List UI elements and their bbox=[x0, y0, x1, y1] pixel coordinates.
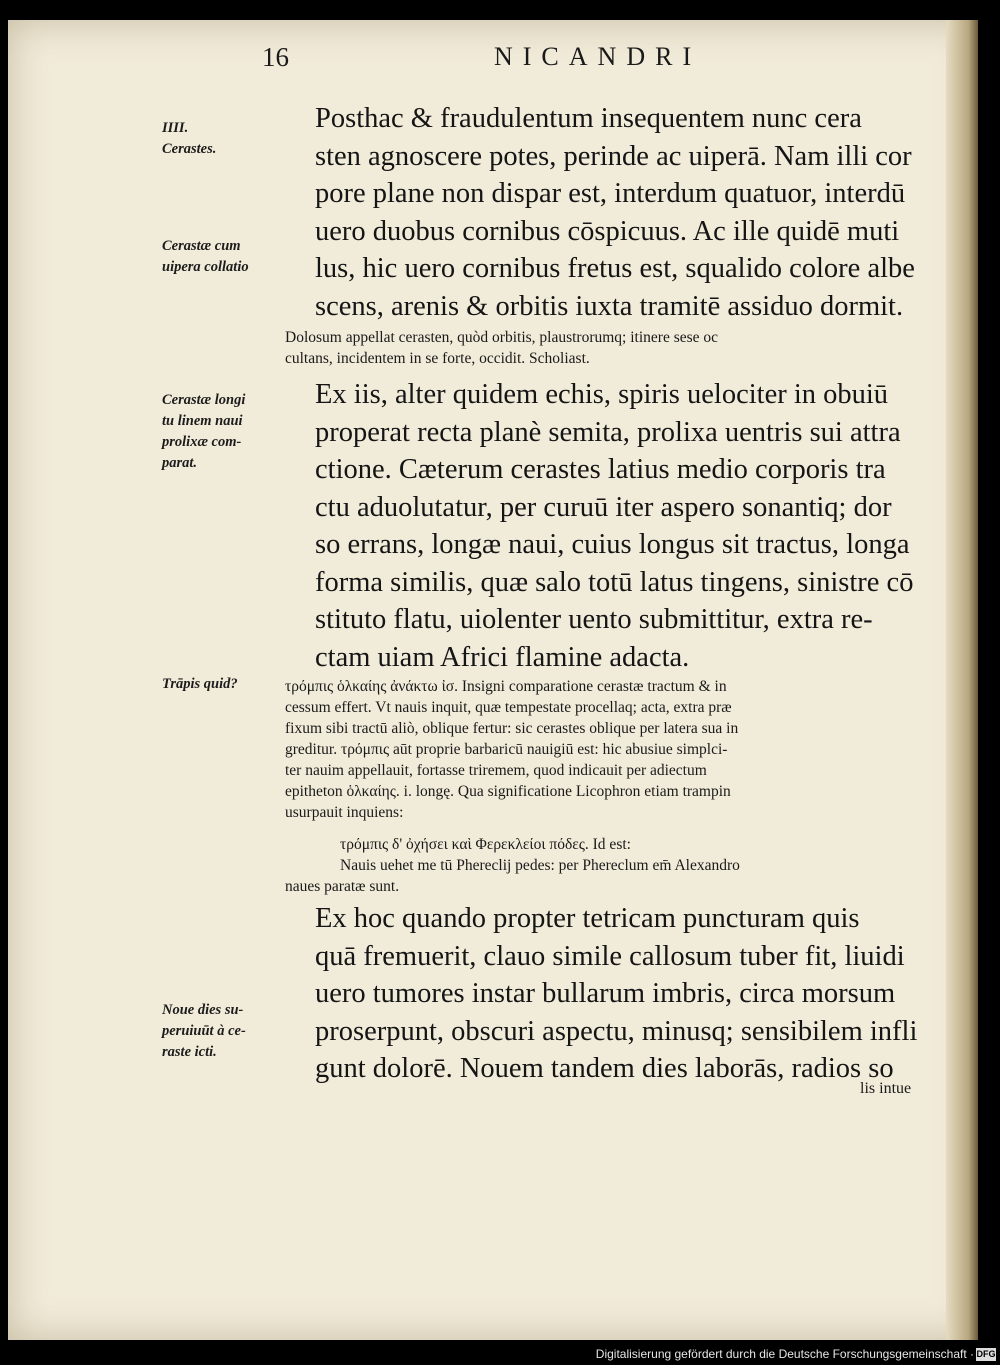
book-spine bbox=[946, 20, 978, 1340]
paragraph-ex-hoc: Ex hoc quando propter tetricam puncturam quis quā fremuerit, clauo simile callosum tuber fit, liuidi uero tumores instar bullarum imbris, circa morsum proserpunt, obscuri aspectu, minusq; sensibilem infli gunt dolorē. Nouem tandem dies laborās, radios so bbox=[315, 903, 918, 1084]
margin-note-cerastes: IIII. Cerastes. bbox=[162, 120, 217, 157]
running-head: NICANDRI bbox=[494, 42, 702, 71]
scholion-trampis: τρόμπις ὁλκαίης ἀνάκτω ἰσ. Insigni comparatione cerastæ tractum & in cessum effert. Vt nauis inquit, quæ tempestate procellaq; acta, extra præ fixum sibi tractū aliò, oblique fertur: sic cerastes oblique per latera sua in greditur. τρόμπις aūt proprie barbaricū nauigiū est: hic abusiue simplci- ter nauim appellauit, fortasse triremem, quod indicauit per adiectum epitheton ὁλκαίης. i. longę. Qua significatione Licophron etiam trampin usurpauit inquiens: bbox=[285, 678, 739, 821]
margin-note-trampis: Trāpis quid? bbox=[162, 676, 238, 692]
page-header bbox=[262, 42, 962, 82]
footer-credit: Digitalisierung gefördert durch die Deutsche Forschungsgemeinschaft · bbox=[595, 1347, 974, 1361]
page-number: 16 bbox=[262, 42, 289, 72]
margin-note-collatio: Cerastæ cum uipera collatio bbox=[162, 238, 249, 275]
dfg-logo-icon: DFG bbox=[976, 1349, 996, 1359]
margin-note-nouem-dies: Noue dies su- peruiuūt à ce- raste icti. bbox=[162, 1002, 246, 1060]
catchword: lis intue bbox=[860, 1080, 912, 1097]
paragraph-ex-iis: Ex iis, alter quidem echis, spiris uelociter in obuiū properat recta planè semita, prolixa uentris sui attra ctione. Cæterum cerastes latius medio corporis tra ctu aduolutatur, per curuū iter aspero sonantiq; dor so errans, longæ naui, cuius longus sit tractus, longa forma similis, quæ salo totū latus tingens, sinistre cō stituto flatu, uiolenter uento submittitur, extra re- ctam uiam Africi flamine adacta. bbox=[315, 379, 914, 673]
paragraph-posthac: Posthac & fraudulentum insequentem nunc cera sten agnoscere potes, perinde ac uiperā. Nam illi cor pore plane non dispar est, interdum quatuor, interdū uero duobus cornibus cōspicuus. Ac ille quidē muti lus, hic uero cornibus fretus est, squalido colore albe scens, arenis & orbitis iuxta tramitē assiduo dormit. bbox=[315, 103, 915, 322]
digitization-footer bbox=[0, 1345, 1000, 1365]
scholion-dolosum: Dolosum appellat cerasten, quòd orbitis, plaustrorumq; itinere sese oc cultans, incidentem in se forte, occidit. Scholiast. bbox=[285, 329, 719, 367]
scholion-licophron-quote: τρόμπις δ' ὀχήσει καὶ Φερεκλείοι πόδες. Id est: Nauis uehet me tū Phereclij pedes: per Phereclum em̄ Alexandro naues paratæ sunt. bbox=[285, 836, 740, 895]
margin-note-longitudinem: Cerastæ longi tu linem naui prolixæ com- parat. bbox=[162, 392, 246, 471]
